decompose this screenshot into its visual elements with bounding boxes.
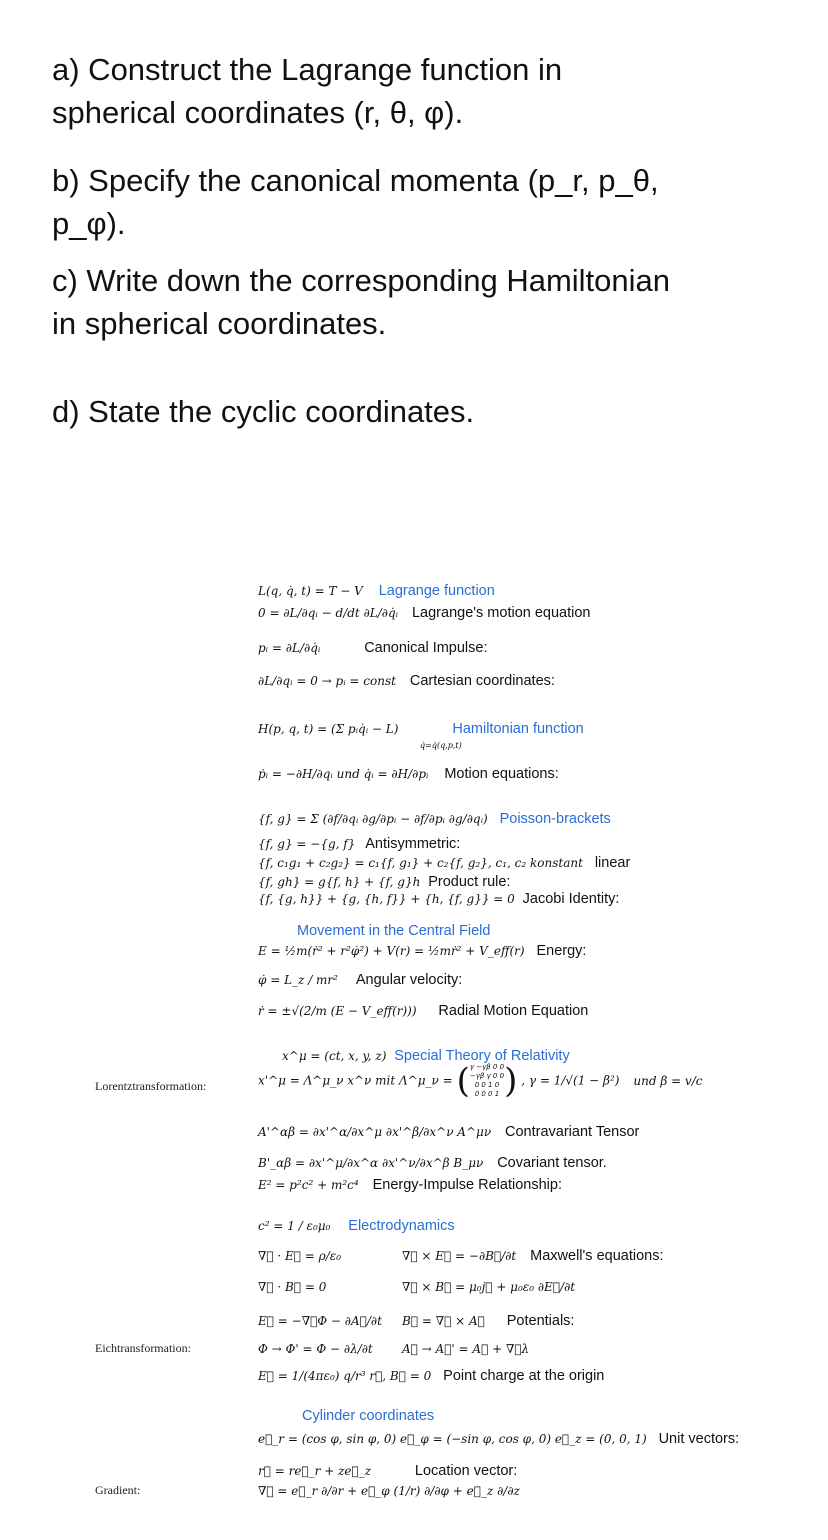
hamilton-subscript	[420, 741, 462, 750]
covariant-label: Covariant tensor.	[497, 1155, 607, 1171]
point-charge-label: Point charge at the origin	[443, 1368, 605, 1384]
question-d	[52, 390, 792, 433]
cylinder-row-3	[258, 1482, 520, 1498]
electric-potential-eq: E⃗ = −∇⃗Φ − ∂A⃗/∂t	[258, 1314, 382, 1328]
point-charge-eq: E⃗ = 1/(4πε₀) q/r³ r⃗, B⃗ = 0	[258, 1369, 432, 1383]
lagrange-motion-label: Lagrange's motion equation	[411, 605, 591, 621]
lorentz-matrix-row: −γβ γ 0 0	[469, 1072, 505, 1080]
lorentz-side-label: Lorentztransformation:	[95, 1079, 207, 1093]
electro-row-2	[258, 1278, 326, 1294]
formula-sheet	[0, 575, 828, 1525]
lagrange-row-4	[258, 672, 555, 689]
central-row-2	[258, 971, 462, 988]
electro-row-3	[258, 1312, 382, 1328]
radial-motion-eq: ṙ = ±√(2/m (E − V_eff(r)))	[258, 1004, 417, 1018]
unit-vectors-eq: e⃗_r = (cos φ, sin φ, 0) e⃗_φ = (−sin φ, cos φ, 0) e⃗_z = (0, 0, 1)	[258, 1432, 647, 1446]
contravariant-eq: A'^αβ = ∂x'^α/∂x^μ ∂x'^β/∂x^ν A^μν	[258, 1125, 492, 1139]
poisson-label: Poisson-brackets	[499, 811, 611, 827]
radial-motion-label: Radial Motion Equation	[438, 1003, 589, 1019]
contravariant-label: Contravariant Tensor	[505, 1124, 640, 1140]
electro-row-1b	[402, 1247, 664, 1264]
antisymmetric-eq: {f, g} = −{g, f}	[258, 837, 356, 851]
poisson-row-4	[258, 873, 510, 890]
unit-vectors-label: Unit vectors:	[658, 1431, 740, 1447]
electro-row-2b	[402, 1278, 575, 1294]
lagrange-function-label: Lagrange function	[378, 583, 495, 599]
antisymmetric-label: Antisymmetric:	[365, 836, 461, 852]
central-field-title: Movement in the Central Field	[297, 923, 491, 939]
electro-row-4b	[402, 1340, 529, 1356]
canonical-impulse-label: Canonical Impulse:	[364, 640, 488, 656]
electro-row-0	[258, 1217, 455, 1234]
location-vector-eq: r⃗ = re⃗_r + ze⃗_z	[258, 1464, 372, 1478]
central-row-3	[258, 1002, 588, 1019]
hamilton-motion-label: Motion equations:	[444, 766, 559, 782]
lorentz-eq: x'^μ = Λ^μ_ν x^ν mit Λ^μ_ν =	[258, 1073, 453, 1088]
gauge-scalar-eq: Φ → Φ' = Φ − ∂λ/∂t	[258, 1342, 373, 1356]
cylinder-row-2	[258, 1462, 517, 1479]
angular-velocity-label: Angular velocity:	[355, 972, 463, 988]
question-a	[52, 48, 792, 134]
question-d-line1: d) State the cyclic coordinates.	[52, 394, 475, 429]
poisson-row-3	[258, 854, 630, 871]
ampere-law-eq: ∇⃗ × B⃗ = μ₀j⃗ + μ₀ε₀ ∂E⃗/∂t	[402, 1280, 576, 1294]
beta-eq: und β = v/c	[633, 1073, 703, 1088]
electro-row-4	[258, 1340, 373, 1356]
cylinder-row-1	[258, 1430, 739, 1447]
linear-label: linear	[594, 855, 631, 871]
question-c-line1: c) Write down the corresponding Hamiltonian	[52, 263, 671, 298]
gamma-eq: , γ = 1/√(1 − β²)	[521, 1073, 620, 1088]
energy-label: Energy:	[536, 943, 587, 959]
hamilton-motion-eq: ṗᵢ = −∂H/∂qᵢ und q̇ᵢ = ∂H/∂pᵢ	[258, 767, 429, 781]
question-b-line2: p_φ).	[52, 206, 126, 241]
poisson-row-5	[258, 890, 619, 907]
linear-eq: {f, c₁g₁ + c₂g₂} = c₁{f, g₁} + c₂{f, g₂}, c₁, c₂ konstant	[258, 856, 583, 870]
faraday-law-eq: ∇⃗ × E⃗ = −∂B⃗/∂t	[402, 1249, 517, 1263]
central-row-1	[258, 942, 586, 959]
relativity-row-1: x'^μ = Λ^μ_ν x^ν mit Λ^μ_ν = (γ −γβ 0 0 −γβ γ 0 0 0 0 1 0 0 0 0 1 ) , γ = 1/√(1 − β²) und β = v/c	[258, 1061, 703, 1101]
cartesian-label: Cartesian coordinates:	[409, 673, 555, 689]
electrodynamics-title: Electrodynamics	[348, 1218, 455, 1234]
light-speed-eq: c² = 1 / ε₀μ₀	[258, 1219, 331, 1233]
relativity-row-3	[258, 1154, 607, 1171]
lorentz-matrix-row: γ −γβ 0 0	[469, 1063, 505, 1071]
hamilton-subscript-text: q̇=q̇(q,p,t)	[420, 741, 462, 750]
lagrange-motion-eq: 0 = ∂L/∂qᵢ − d/dt ∂L/∂q̇ᵢ	[258, 606, 399, 620]
canonical-impulse-eq: pᵢ = ∂L/∂q̇ᵢ	[258, 641, 321, 655]
cylinder-title: Cylinder coordinates	[302, 1408, 435, 1424]
electro-row-1	[258, 1247, 341, 1263]
hamiltonian-eq: H(p, q, t) = (Σ pᵢq̇ᵢ − L)	[258, 722, 399, 736]
lorentz-matrix	[470, 1063, 504, 1099]
gauss-law-eq: ∇⃗ · E⃗ = ρ/ε₀	[258, 1249, 342, 1263]
poisson-row-2	[258, 835, 460, 852]
relativity-title: Special Theory of Relativity	[394, 1048, 570, 1064]
lorentz-matrix-row: 0 0 1 0	[474, 1081, 500, 1089]
hamilton-row-1	[258, 720, 584, 737]
question-a-line2: spherical coordinates (r, θ, φ).	[52, 95, 464, 130]
lagrange-row-1	[258, 582, 495, 599]
question-b	[52, 159, 792, 245]
hamiltonian-label: Hamiltonian function	[452, 721, 584, 737]
energy-impulse-label: Energy-Impulse Relationship:	[372, 1177, 562, 1193]
jacobi-eq: {f, {g, h}} + {g, {h, f}} + {h, {f, g}} = 0	[258, 892, 515, 906]
no-monopole-eq: ∇⃗ · B⃗ = 0	[258, 1280, 327, 1294]
gradient-side-label: Gradient:	[95, 1483, 141, 1497]
relativity-row-2	[258, 1123, 639, 1140]
question-a-line1: a) Construct the Lagrange function in	[52, 52, 563, 87]
poisson-row-1	[258, 810, 611, 827]
product-rule-label: Product rule:	[428, 874, 511, 890]
maxwell-label: Maxwell's equations:	[530, 1248, 664, 1264]
electro-row-3b	[402, 1312, 574, 1329]
gradient-eq: ∇⃗ = e⃗_r ∂/∂r + e⃗_φ (1/r) ∂/∂φ + e⃗_z ∂/∂z	[258, 1484, 520, 1498]
question-b-line1: b) Specify the canonical momenta (p_r, p_θ,	[52, 163, 659, 198]
lagrange-row-3	[258, 639, 488, 656]
lagrange-row-2	[258, 604, 591, 621]
question-c	[52, 259, 792, 345]
four-vector-eq: x^μ = (ct, x, y, z)	[282, 1049, 387, 1063]
cartesian-eq: ∂L/∂qᵢ = 0 → pᵢ = const	[258, 674, 396, 688]
relativity-row-4	[258, 1176, 562, 1193]
jacobi-label: Jacobi Identity:	[522, 891, 620, 907]
covariant-eq: B'_αβ = ∂x'^μ/∂x^α ∂x'^ν/∂x^β B_μν	[258, 1156, 484, 1170]
gauge-side-label: Eichtransformation:	[95, 1341, 191, 1355]
central-title-row	[297, 922, 490, 939]
hamilton-row-2	[258, 765, 559, 782]
energy-impulse-eq: E² = p²c² + m²c⁴	[258, 1178, 359, 1192]
location-vector-label: Location vector:	[414, 1463, 518, 1479]
electro-row-5	[258, 1367, 604, 1384]
lorentz-matrix-row: 0 0 0 1	[474, 1090, 500, 1098]
angular-velocity-eq: φ̇ = L_z / mr²	[258, 973, 338, 987]
cylinder-title-row	[302, 1407, 434, 1424]
gauge-vector-eq: A⃗ → A⃗' = A⃗ + ∇⃗λ	[402, 1342, 530, 1356]
product-rule-eq: {f, gh} = g{f, h} + {f, g}h	[258, 875, 421, 889]
lagrange-function-eq: L(q, q̇, t) = T − V	[258, 584, 363, 598]
poisson-eq: {f, g} = Σ (∂f/∂qᵢ ∂g/∂pᵢ − ∂f/∂pᵢ ∂g/∂qᵢ)	[258, 812, 488, 826]
energy-eq: E = ½m(ṙ² + r²φ̇²) + V(r) = ½mṙ² + V_eff(r)	[258, 944, 525, 958]
vector-potential-eq: B⃗ = ∇⃗ × A⃗	[402, 1314, 485, 1328]
question-c-line2: in spherical coordinates.	[52, 306, 387, 341]
potentials-label: Potentials:	[506, 1313, 575, 1329]
